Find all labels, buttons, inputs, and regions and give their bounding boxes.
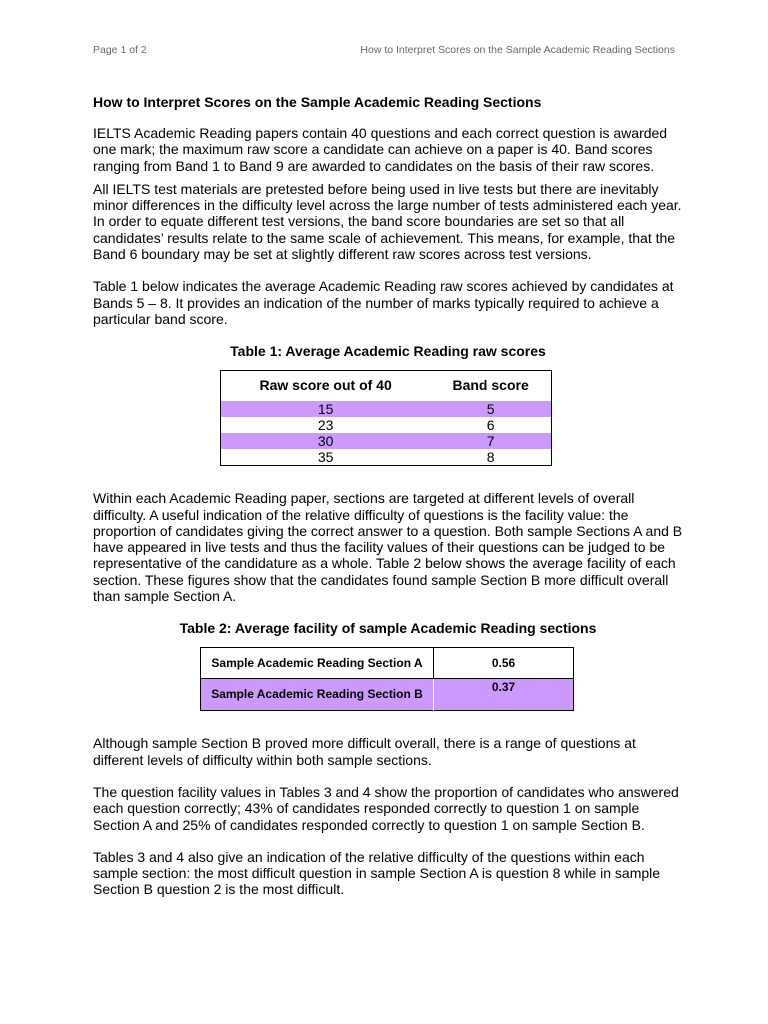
table1-raw-cell: 15 xyxy=(221,401,431,417)
paragraph-table1-intro: Table 1 below indicates the average Academic Reading raw scores achieved by candidates at Bands 5 – 8. It provides an indication of the number of marks typically required to achieve a particular band score. xyxy=(93,278,674,327)
table-row xyxy=(201,648,574,679)
table-row xyxy=(221,433,552,449)
table1-header-row xyxy=(221,371,552,400)
paragraph-range: Although sample Section B proved more difficult overall, there is a range of questions at different levels of difficulty within both sample sections. xyxy=(93,735,636,768)
table1-band-cell: 6 xyxy=(486,417,495,434)
paragraph-intro: IELTS Academic Reading papers contain 40 questions and each correct question is awarded one mark; the maximum raw score a candidate can achieve on a paper is 40. Band scores ranging from Band 1 to Band 9 are awarded to candidates on the basis of their raw scores. xyxy=(93,125,668,174)
table2-value-cell: 0.37 xyxy=(434,679,574,711)
table2-value-cell: 0.56 xyxy=(434,648,574,679)
table2-section-cell: Sample Academic Reading Section A xyxy=(201,648,434,679)
table-row xyxy=(201,679,574,711)
document-title: How to Interpret Scores on the Sample Academic Reading Sections xyxy=(93,94,542,110)
table2-facility xyxy=(200,647,574,711)
paragraph-relative-difficulty: Tables 3 and 4 also give an indication of the relative difficulty of the questions within each sample section: the most difficult question in sample Section A is question 8 while in sample Section B question 2 is the most difficult. xyxy=(93,848,661,898)
page-header xyxy=(93,44,675,60)
table1-caption: Table 1: Average Academic Reading raw scores xyxy=(230,343,546,360)
table1-band-cell: 8 xyxy=(486,449,495,466)
table1-header-raw: Raw score out of 40 xyxy=(259,377,392,394)
document-body xyxy=(93,93,683,914)
table1-raw-cell: 30 xyxy=(221,433,431,449)
table1-band-cell: 5 xyxy=(430,401,551,417)
table1-band-cell: 7 xyxy=(430,433,551,449)
paragraph-pretesting: All IELTS test materials are pretested before being used in live tests but there are inevitably minor differences in the difficulty level across the large number of tests administered each year. In order to equate different test versions, the band score boundaries are set so that all candidates’ results relate to the same scale of achievement. This means, for example, that the Band 6 boundary may be set at slightly different raw scores across test versions. xyxy=(93,180,682,263)
table1-raw-cell: 23 xyxy=(317,417,334,434)
table-row xyxy=(221,417,552,433)
paragraph-question-facility: The question facility values in Tables 3 and 4 show the proportion of candidates who answered each question correctly; 43% of candidates responded correctly to question 1 on sample Section A and 25% of candidates responded correctly to question 1 on sample Section B. xyxy=(93,783,679,833)
table-row xyxy=(221,401,552,417)
table1-raw-cell: 35 xyxy=(317,449,334,466)
table-row xyxy=(221,449,552,466)
running-title: How to Interpret Scores on the Sample Academic Reading Sections xyxy=(360,44,675,56)
table1-raw-scores xyxy=(220,370,552,466)
table2-section-cell: Sample Academic Reading Section B xyxy=(201,679,434,711)
table1-header-band: Band score xyxy=(452,377,529,394)
page-number: Page 1 of 2 xyxy=(93,44,147,56)
paragraph-facility: Within each Academic Reading paper, sections are targeted at different levels of overall difficulty. A useful indication of the relative difficulty of questions is the facility value: the proportion of candidates giving the correct answer to a question. Both sample Sections A and B have appeared in live tests and thus the facility values of their questions can be judged to be representative of the candidature as a whole. Table 2 below shows the average facility of each section. These figures show that the candidates found sample Section B more difficult overall than sample Section A. xyxy=(93,490,683,605)
table2-caption: Table 2: Average facility of sample Academic Reading sections xyxy=(179,620,597,637)
